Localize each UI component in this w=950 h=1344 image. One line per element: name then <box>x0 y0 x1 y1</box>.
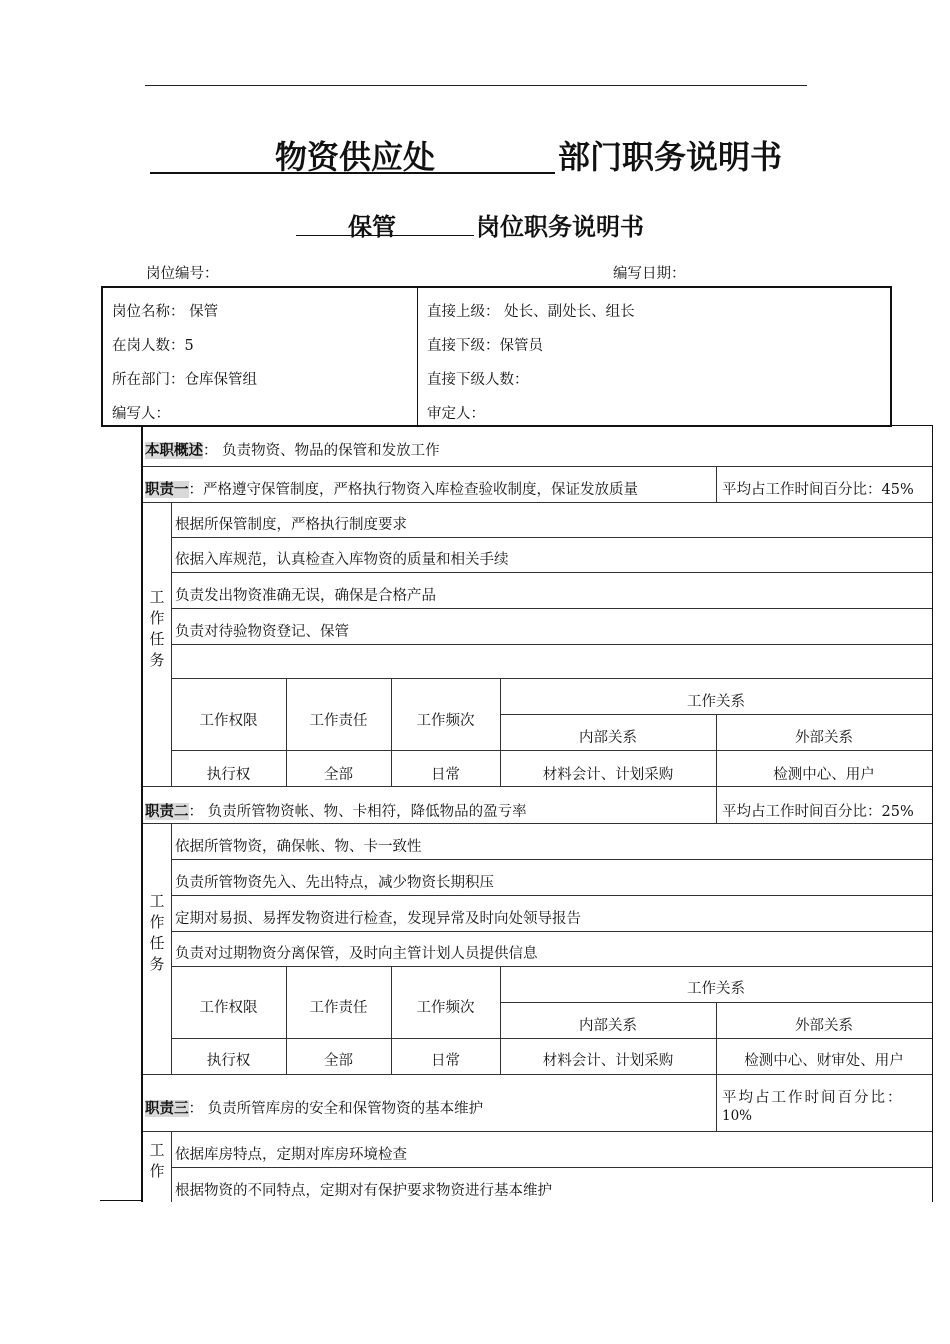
rule <box>716 786 717 823</box>
duty-2-task-3: 定期对易损、易挥发物资进行检查，发现异常及时向处领导报告 <box>175 911 581 927</box>
duty-1-label: 职责一 <box>145 481 189 498</box>
frequency-header-2: 工作频次 <box>416 1000 475 1016</box>
info-sub-count: 直接下级人数： <box>427 372 529 388</box>
task-vertical-label-1: 工 作 任 务 <box>149 588 165 669</box>
duty-3-pct-line1: 平均占工作时间百分比： <box>722 1090 904 1106</box>
basic-info-table <box>101 286 892 427</box>
department-title-suffix: 部门职务说明书 <box>558 138 783 176</box>
internal-header-1: 内部关系 <box>579 730 637 746</box>
duty-2-responsibility: 全部 <box>324 1053 353 1069</box>
duty-1-task-3: 负责发出物资准确无误，确保是合格产品 <box>175 588 436 604</box>
duty-2-label: 职责二 <box>145 803 189 820</box>
task-vertical-label-2: 工 作 任 务 <box>149 892 165 973</box>
info-subordinate: 直接下级：保管员 <box>427 338 543 354</box>
position-no-label: 岗位编号： <box>146 266 219 282</box>
compile-date-label: 编写日期： <box>613 266 686 282</box>
summary-label: 本职概述 <box>145 442 203 459</box>
duty-2-text: ： 负责所管物资帐、物、卡相符，降低物品的盈亏率 <box>188 804 527 820</box>
rule <box>143 466 932 467</box>
rule <box>171 537 932 538</box>
rule <box>171 859 932 860</box>
duty-1-text: ：严格遵守保管制度，严格执行物资入库检查验收制度，保证发放质量 <box>188 482 638 498</box>
info-divider <box>417 288 418 425</box>
info-author: 编写人： <box>112 406 170 422</box>
duty-2-pct: 平均占工作时间百分比：25% <box>722 804 914 820</box>
internal-header-2: 内部关系 <box>579 1018 637 1034</box>
frequency-header-1: 工作频次 <box>416 713 475 729</box>
rule <box>171 895 932 896</box>
duty-3-task-1: 依据库房特点，定期对库房环境检查 <box>175 1147 407 1163</box>
info-approver: 审定人： <box>427 406 485 422</box>
rule <box>171 644 932 645</box>
rule <box>143 1074 932 1075</box>
rule <box>500 714 932 715</box>
relations-header-2: 工作关系 <box>687 981 745 997</box>
duty-1-internal: 材料会计、计划采购 <box>542 767 674 783</box>
position-name: 保管 <box>348 213 396 241</box>
info-department: 所在部门：仓库保管组 <box>112 372 257 388</box>
authority-header-1: 工作权限 <box>199 713 258 729</box>
duty-2-internal: 材料会计、计划采购 <box>542 1053 674 1069</box>
duty-1-task-4: 负责对待验物资登记、保管 <box>175 624 349 640</box>
duty-2-task-1: 依据所管物资，确保帐、物、卡一致性 <box>175 839 422 855</box>
duty-3-task-2: 根据物资的不同特点，定期对有保护要求物资进行基本维护 <box>175 1183 552 1199</box>
duty-1-external: 检测中心、用户 <box>773 767 875 783</box>
duty-1-task-2: 依据入库规范，认真检查入库物资的质量和相关手续 <box>175 552 509 568</box>
rule <box>143 823 932 824</box>
info-name: 岗位名称： 保管 <box>112 304 219 320</box>
bottom-rule <box>100 1200 141 1201</box>
position-title-suffix: 岗位职务说明书 <box>476 213 644 241</box>
duty-2-row <box>145 800 527 821</box>
rule <box>171 750 932 751</box>
duty-2-task-4: 负责对过期物资分离保管，及时向主管计划人员提供信息 <box>175 946 538 962</box>
duty-1-responsibility: 全部 <box>324 767 353 783</box>
rule <box>500 1002 932 1003</box>
duty-2-external: 检测中心、财审处、用户 <box>744 1053 904 1069</box>
duty-1-row <box>145 478 638 499</box>
rule <box>716 466 717 502</box>
external-header-2: 外部关系 <box>795 1018 853 1034</box>
rule <box>143 1131 932 1132</box>
responsibility-header-2: 工作责任 <box>309 1000 368 1016</box>
rule <box>171 572 932 573</box>
rule <box>171 608 932 609</box>
position-title <box>296 205 696 241</box>
duties-table <box>141 425 933 1202</box>
relations-header-1: 工作关系 <box>687 694 745 710</box>
department-title <box>150 128 810 178</box>
external-header-1: 外部关系 <box>795 730 853 746</box>
top-rule <box>145 85 807 86</box>
responsibility-header-1: 工作责任 <box>309 713 368 729</box>
task-vertical-label-3: 工 作 <box>149 1141 165 1180</box>
duty-3-row <box>145 1097 483 1118</box>
duty-2-task-2: 负责所管物资先入、先出特点，减少物资长期积压 <box>175 875 494 891</box>
rule <box>171 1038 932 1039</box>
rule <box>716 1074 717 1131</box>
summary-row <box>145 439 440 460</box>
duty-3-text: ： 负责所管库房的安全和保管物资的基本维护 <box>188 1101 484 1117</box>
duty-2-frequency: 日常 <box>431 1053 460 1069</box>
duty-1-task-1: 根据所保管制度，严格执行制度要求 <box>175 517 407 533</box>
duty-1-frequency: 日常 <box>431 767 460 783</box>
duty-3-pct-line2: 10% <box>722 1108 753 1124</box>
summary-text: ： 负责物资、物品的保管和发放工作 <box>203 443 440 459</box>
rule <box>171 931 932 932</box>
info-count: 在岗人数：5 <box>112 338 194 354</box>
rule <box>171 1167 932 1168</box>
duty-3-label: 职责三 <box>145 1100 189 1117</box>
info-superior: 直接上级： 处长、副处长、组长 <box>427 304 635 320</box>
rule <box>171 823 172 1074</box>
department-name: 物资供应处 <box>275 138 436 176</box>
duty-1-pct: 平均占工作时间百分比：45% <box>722 482 914 498</box>
rule <box>143 502 932 503</box>
duty-2-authority: 执行权 <box>206 1053 251 1069</box>
rule <box>143 786 932 787</box>
authority-header-2: 工作权限 <box>199 1000 258 1016</box>
duty-1-authority: 执行权 <box>206 767 251 783</box>
